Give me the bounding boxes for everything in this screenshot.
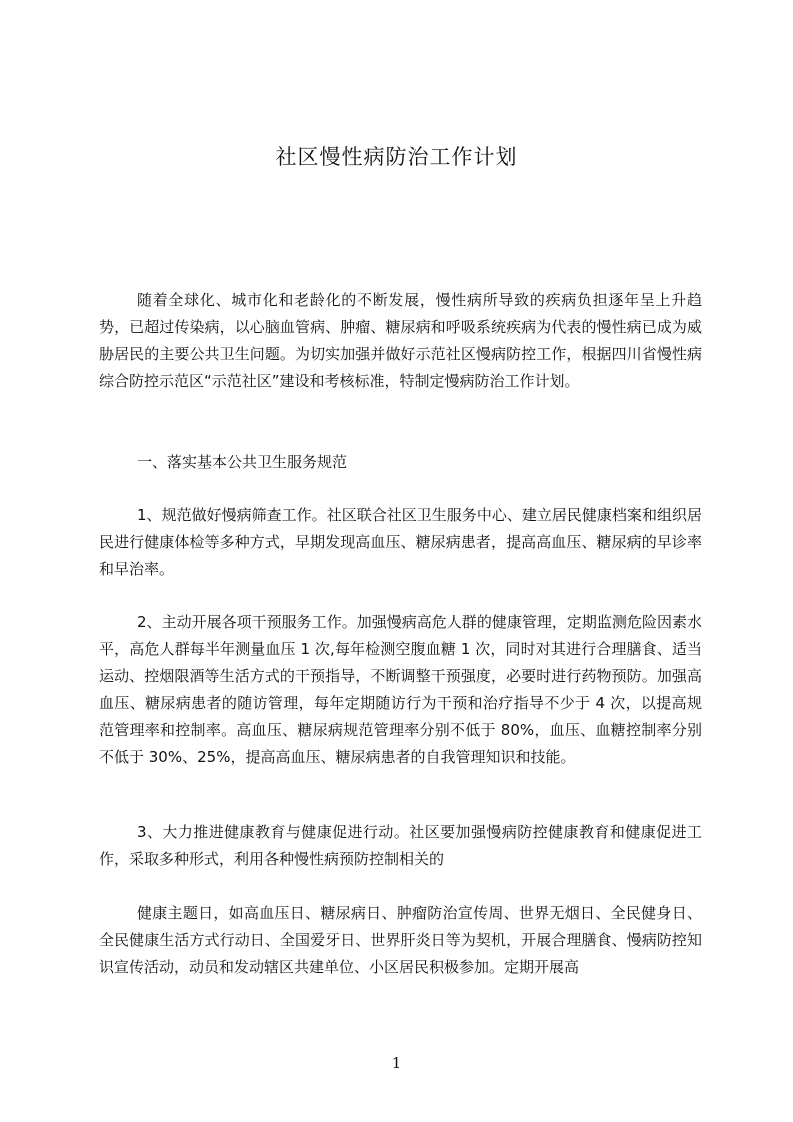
item-1-paragraph: 1、规范做好慢病筛查工作。社区联合社区卫生服务中心、建立居民健康档案和组织居民进行健康体检等多种方式，早期发现高血压、糖尿病患者，提高高血压、糖尿病的早诊率和早治率。 bbox=[99, 506, 702, 578]
document-title: 社区慢性病防治工作计划 bbox=[275, 145, 518, 169]
intro-paragraph: 随着全球化、城市化和老龄化的不断发展，慢性病所导致的疾病负担逐年呈上升趋势，已超过传染病，以心脑血管病、肿瘤、糖尿病和呼吸系统疾病为代表的慢性病已成为威胁居民的主要公共卫生问题。为切实加强并做好示范社区慢病防控工作，根据四川省慢性病综合防控示范区“示范社区”建设和考核标准，特制定慢病防治工作计划。 bbox=[99, 291, 702, 390]
page-number: 1 bbox=[391, 1054, 402, 1072]
section-heading-1: 一、落实基本公共卫生服务规范 bbox=[137, 453, 348, 471]
item-3-paragraph: 3、大力推进健康教育与健康促进行动。社区要加强慢病防控健康教育和健康促进工作，采取多种形式，利用各种慢性病预防控制相关的 bbox=[99, 823, 702, 868]
item-2-paragraph: 2、主动开展各项干预服务工作。加强慢病高危人群的健康管理，定期监测危险因素水平，高危人群每半年测量血压 1 次,每年检测空腹血糖 1 次，同时对其进行合理膳食、适当运动、控烟限酒等生活方式的干预指导，不断调整干预强度，必要时进行药物预防。加强高血压、糖尿病患者的随访管理，每年定期随访行为干预和治疗指导不少于 4 次，以提高规范管理率和控制率。高血压、糖尿病规范管理率分别不低于 80%，血压、血糖控制率分别不低于 30%、25%，提高高血压、糖尿病患者的自我管理知识和技能。 bbox=[99, 613, 702, 766]
item-3-continuation-paragraph: 健康主题日，如高血压日、糖尿病日、肿瘤防治宣传周、世界无烟日、全民健身日、全民健康生活方式行动日、全国爱牙日、世界肝炎日等为契机，开展合理膳食、慢病防控知识宣传活动，动员和发动辖区共建单位、小区居民积极参加。定期开展高 bbox=[99, 904, 702, 976]
